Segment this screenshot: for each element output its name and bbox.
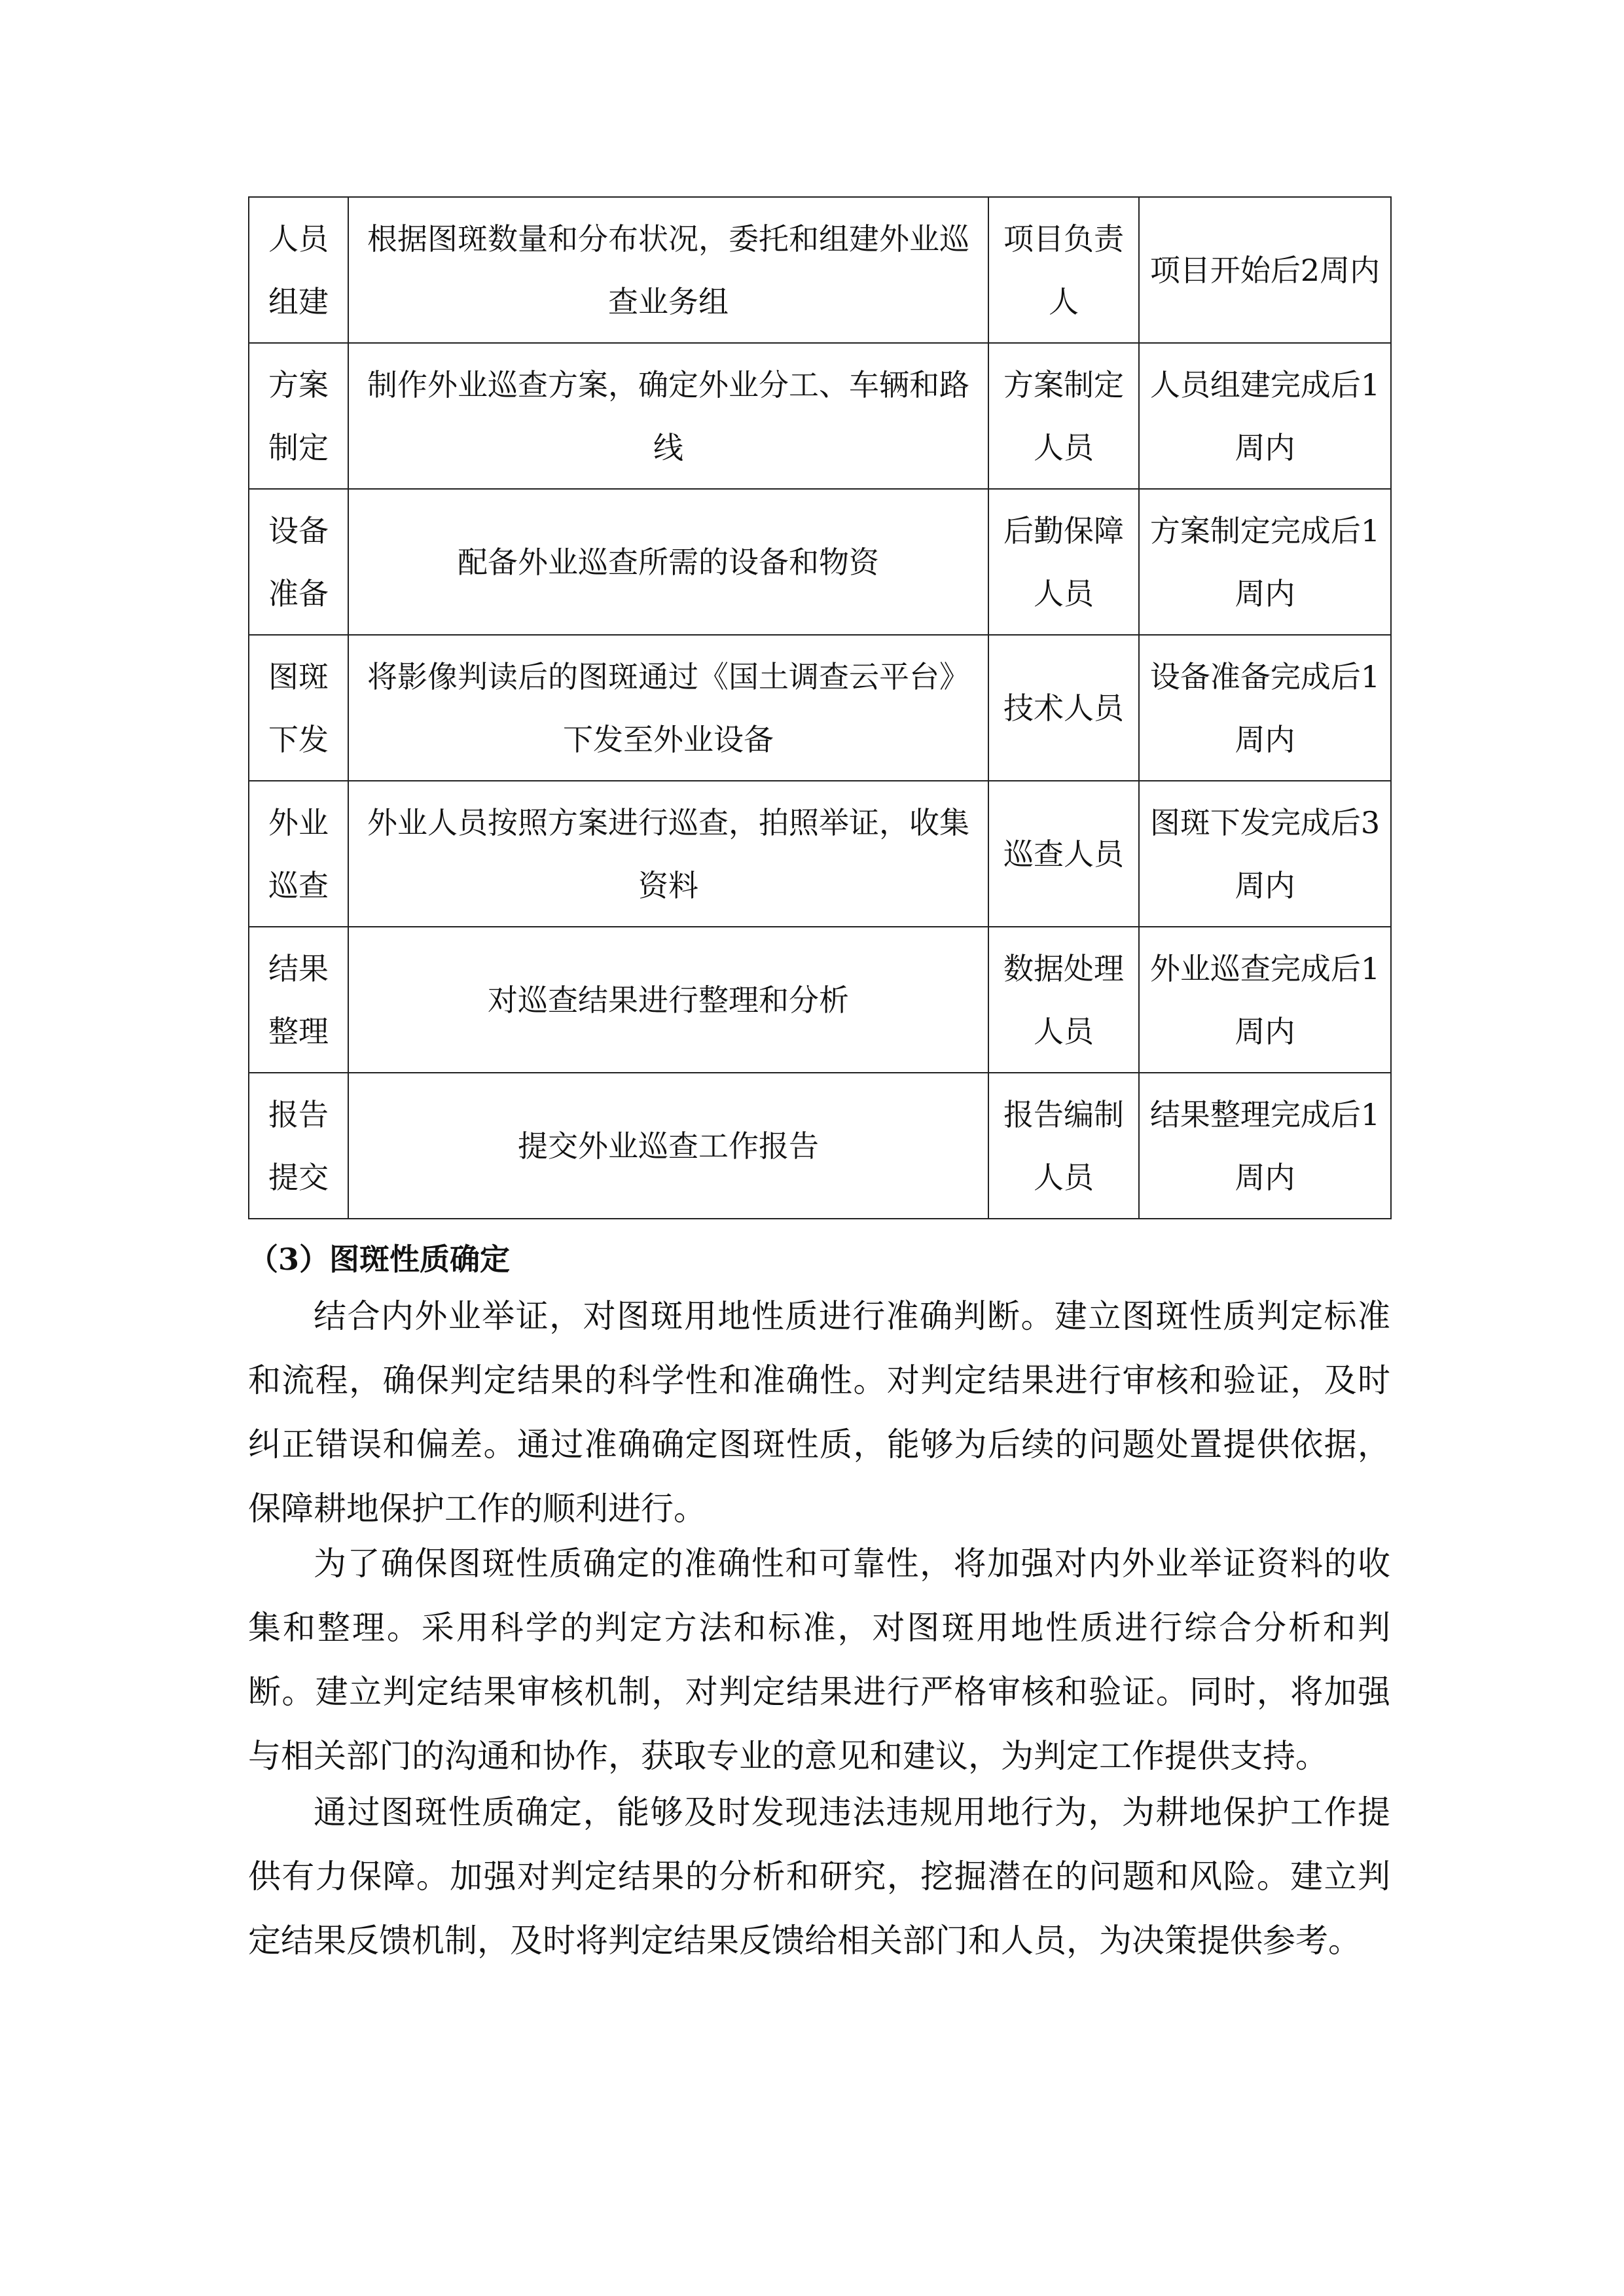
content-cell: 提交外业巡查工作报告 [348, 1073, 988, 1219]
time-cell: 图斑下发完成后3周内 [1139, 781, 1391, 927]
content-cell: 配备外业巡查所需的设备和物资 [348, 489, 988, 635]
stage-cell: 设备准备 [249, 489, 348, 635]
stage-cell: 外业巡查 [249, 781, 348, 927]
content-cell: 外业人员按照方案进行巡查，拍照举证，收集资料 [348, 781, 988, 927]
content-cell: 制作外业巡查方案，确定外业分工、车辆和路线 [348, 343, 988, 489]
task-schedule-table [248, 196, 1392, 1219]
table-row [249, 343, 1391, 489]
owner-cell: 方案制定人员 [988, 343, 1139, 489]
content-cell: 对巡查结果进行整理和分析 [348, 927, 988, 1073]
body-paragraph: 为了确保图斑性质确定的准确性和可靠性，将加强对内外业举证资料的收集和整理。采用科学的判定方法和标准，对图斑用地性质进行综合分析和判断。建立判定结果审核机制，对判定结果进行严格审核和验证。同时，将加强与相关部门的沟通和协作，获取专业的意见和建议，为判定工作提供支持。 [248, 1545, 1390, 1775]
time-cell: 设备准备完成后1周内 [1139, 635, 1391, 781]
table-row [249, 927, 1391, 1073]
table-row [249, 781, 1391, 927]
owner-cell: 项目负责人 [988, 197, 1139, 343]
owner-cell: 数据处理人员 [988, 927, 1139, 1073]
owner-cell: 后勤保障人员 [988, 489, 1139, 635]
time-cell: 人员组建完成后1周内 [1139, 343, 1391, 489]
section-heading: （3）图斑性质确定 [248, 1242, 511, 1277]
stage-cell: 图斑下发 [249, 635, 348, 781]
content-cell: 根据图斑数量和分布状况，委托和组建外业巡查业务组 [348, 197, 988, 343]
stage-cell: 结果整理 [249, 927, 348, 1073]
stage-cell: 人员组建 [249, 197, 348, 343]
stage-cell: 报告提交 [249, 1073, 348, 1219]
time-cell: 结果整理完成后1周内 [1139, 1073, 1391, 1219]
owner-cell: 技术人员 [988, 635, 1139, 781]
body-paragraph: 结合内外业举证，对图斑用地性质进行准确判断。建立图斑性质判定标准和流程，确保判定结果的科学性和准确性。对判定结果进行审核和验证，及时纠正错误和偏差。通过准确确定图斑性质，能够为后续的问题处置提供依据，保障耕地保护工作的顺利进行。 [248, 1297, 1390, 1528]
table-row [249, 197, 1391, 343]
body-paragraph: 通过图斑性质确定，能够及时发现违法违规用地行为，为耕地保护工作提供有力保障。加强对判定结果的分析和研究，挖掘潜在的问题和风险。建立判定结果反馈机制，及时将判定结果反馈给相关部门和人员，为决策提供参考。 [248, 1793, 1390, 1960]
owner-cell: 巡查人员 [988, 781, 1139, 927]
time-cell: 项目开始后2周内 [1139, 197, 1391, 343]
time-cell: 方案制定完成后1周内 [1139, 489, 1391, 635]
time-cell: 外业巡查完成后1周内 [1139, 927, 1391, 1073]
table-row [249, 1073, 1391, 1219]
table-row [249, 635, 1391, 781]
owner-cell: 报告编制人员 [988, 1073, 1139, 1219]
stage-cell: 方案制定 [249, 343, 348, 489]
content-cell: 将影像判读后的图斑通过《国土调查云平台》下发至外业设备 [348, 635, 988, 781]
table-row [249, 489, 1391, 635]
